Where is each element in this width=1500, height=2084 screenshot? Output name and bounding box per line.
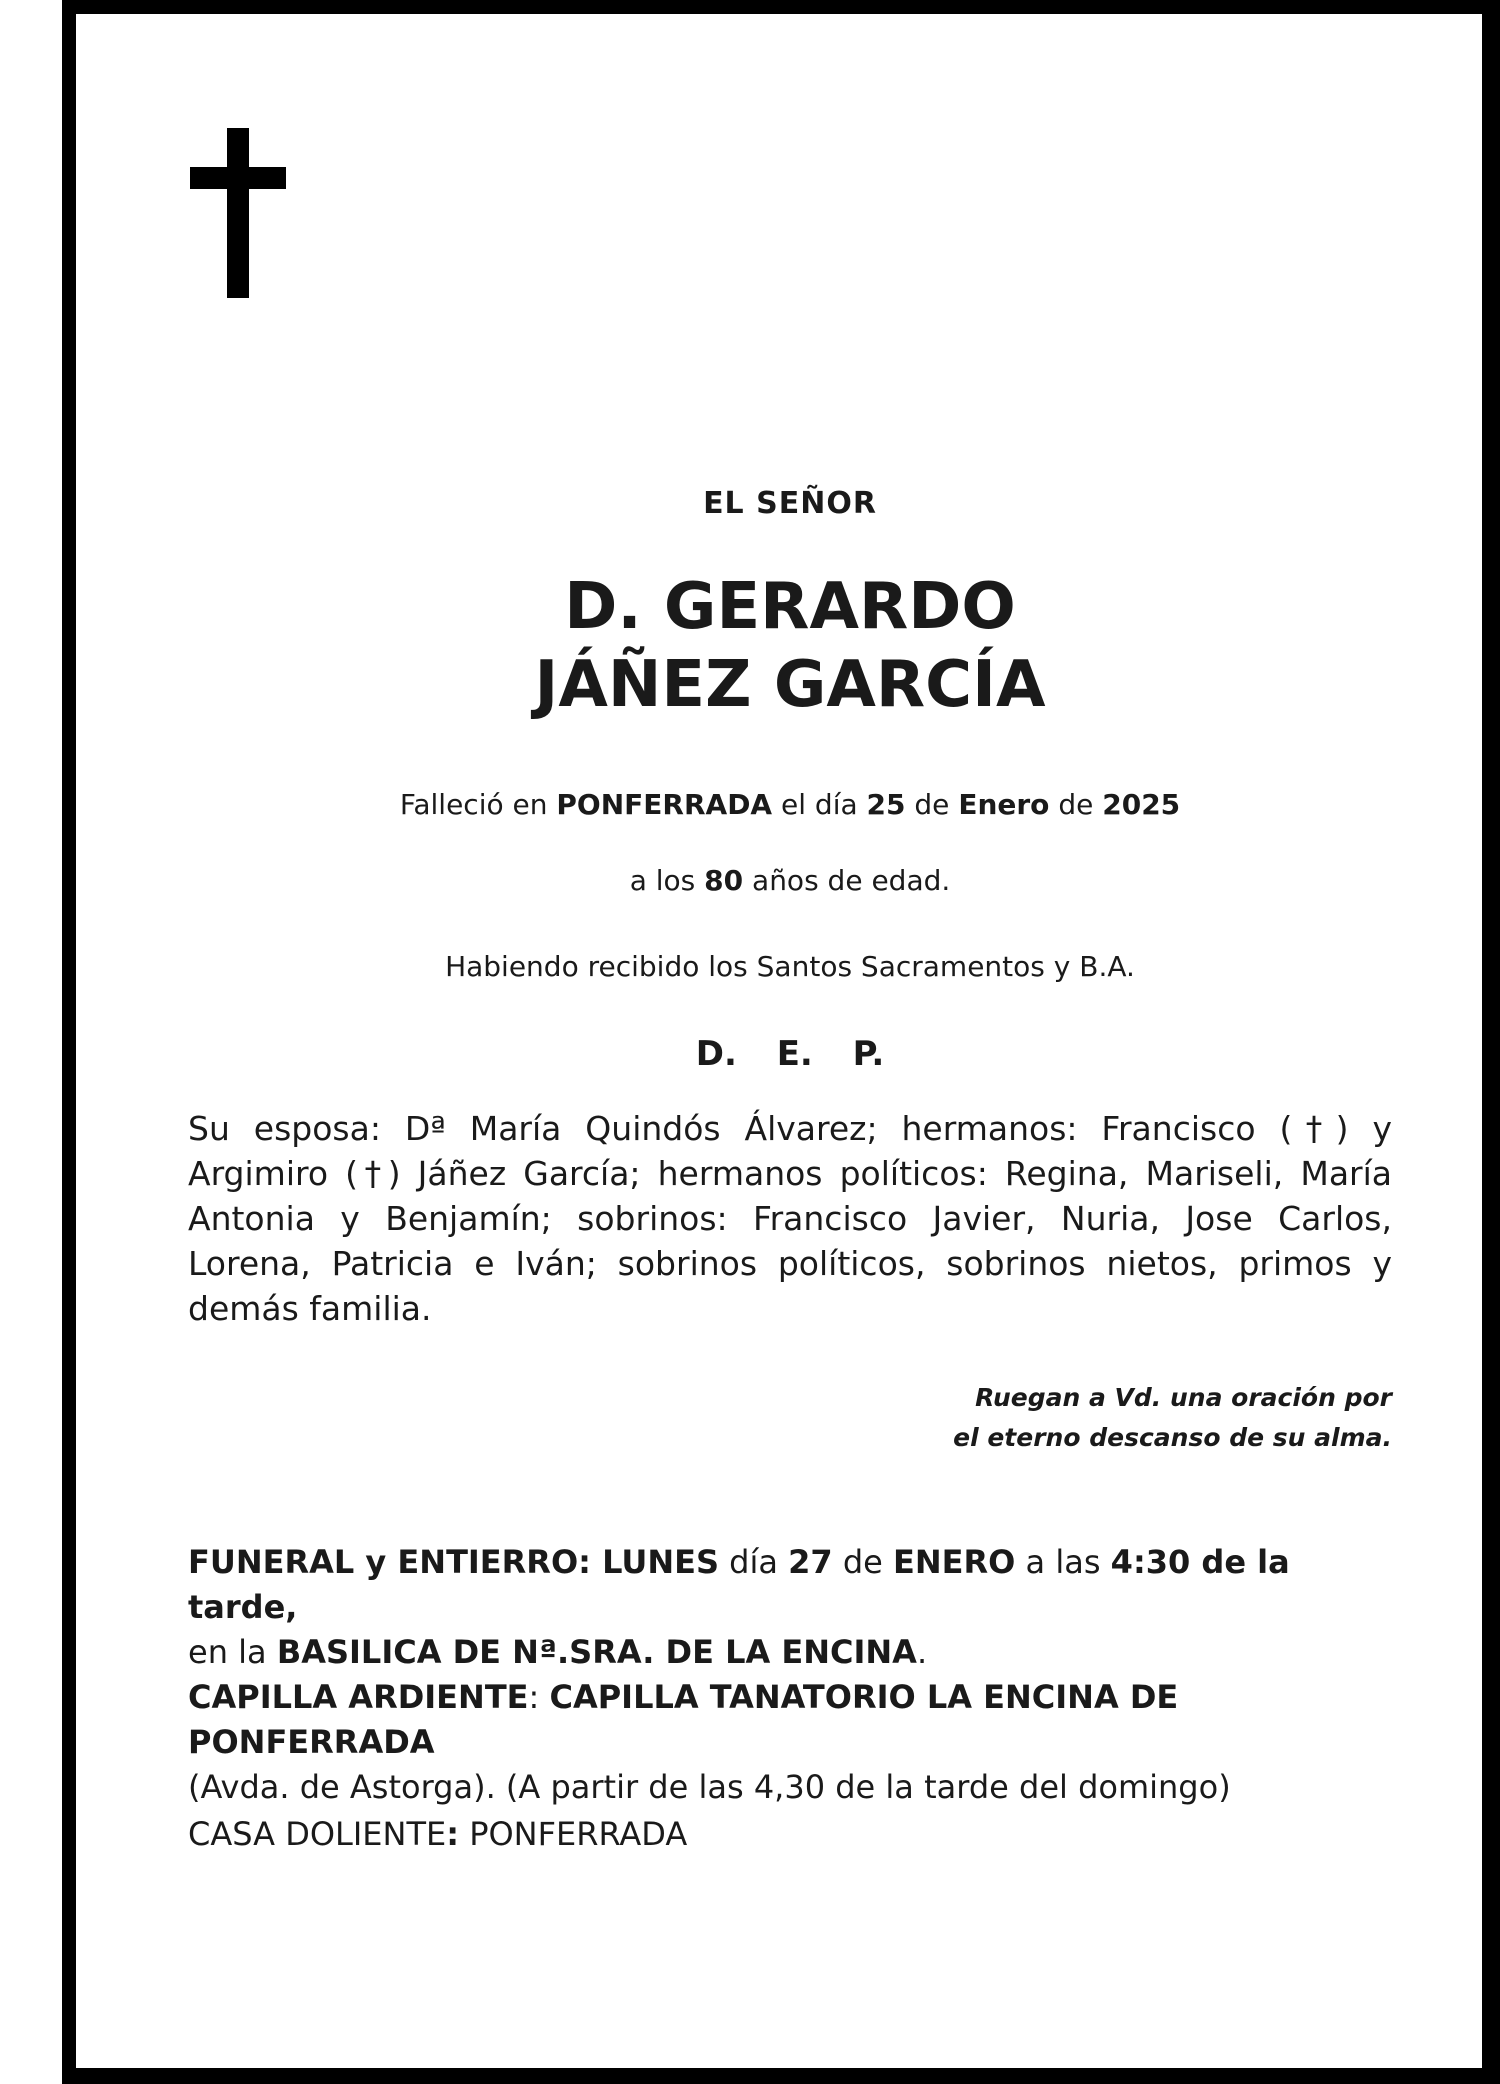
capilla-colon: : xyxy=(528,1678,550,1716)
funeral-text-5: . xyxy=(916,1633,928,1671)
name-line-2: JÁÑEZ GARCÍA xyxy=(534,648,1046,722)
death-text-4: de xyxy=(1049,788,1103,821)
casa-place: PONFERRADA xyxy=(459,1815,688,1853)
funeral-time: 4:30 de la tarde, xyxy=(188,1543,1290,1626)
casa-info xyxy=(188,1812,1408,1857)
deceased-name xyxy=(186,568,1394,724)
capilla-place: CAPILLA TANATORIO LA ENCINA DE PONFERRADA xyxy=(188,1678,1179,1761)
death-text-2: el día xyxy=(772,788,867,821)
funeral-info xyxy=(188,1540,1408,1675)
age-text-2: años de edad. xyxy=(752,864,951,897)
funeral-text-4: en la xyxy=(188,1633,277,1671)
death-place: PONFERRADA xyxy=(556,788,773,821)
family-paragraph: Su esposa: Dª María Quindós Álvarez; hermanos: Francisco (†) y Argimiro (†) Jáñez García; hermanos políticos: Regina, Mariseli, María Antonia y Benjamín; sobrinos: Francisco Javier, Nuria, Jose Carlos, Lorena, Patricia e Iván; sobrinos políticos, sobrinos nietos, primos y demás familia. xyxy=(188,1109,1392,1328)
cross-icon xyxy=(190,128,286,298)
age-line xyxy=(186,864,1394,897)
capilla-line-1 xyxy=(188,1675,1408,1765)
age-text-1: a los xyxy=(629,864,705,897)
funeral-month: ENERO xyxy=(893,1543,1016,1581)
title-prefix: EL SEÑOR xyxy=(703,486,877,521)
death-notice xyxy=(186,788,1394,821)
casa-colon: : xyxy=(446,1815,460,1853)
funeral-text-3: a las xyxy=(1015,1543,1111,1581)
dep-line: D. E. P. xyxy=(695,1034,885,1074)
funeral-text-1: día xyxy=(719,1543,789,1581)
death-day: 25 xyxy=(866,788,906,821)
death-month: Enero xyxy=(958,788,1050,821)
prayer-line-2: el eterno descanso de su alma. xyxy=(953,1423,1392,1452)
funeral-text-2: de xyxy=(832,1543,894,1581)
age-years: 80 xyxy=(704,864,744,897)
capilla-detail: (Avda. de Astorga). (A partir de las 4,30 de la tarde del domingo) xyxy=(188,1768,1231,1806)
sacraments-line: Habiendo recibido los Santos Sacramentos y B.A. xyxy=(445,950,1135,983)
funeral-label: FUNERAL y ENTIERRO: LUNES xyxy=(188,1543,719,1581)
death-year: 2025 xyxy=(1102,788,1181,821)
funeral-day: 27 xyxy=(788,1543,833,1581)
cross-horizontal-bar xyxy=(190,167,286,189)
funeral-place: BASILICA DE Nª.SRA. DE LA ENCINA xyxy=(276,1633,917,1671)
death-text-3: de xyxy=(905,788,959,821)
name-line-1: D. GERARDO xyxy=(564,570,1016,644)
funeral-line-2 xyxy=(188,1630,1408,1675)
death-text-1: Falleció en xyxy=(399,788,557,821)
capilla-label: CAPILLA ARDIENTE xyxy=(188,1678,529,1716)
casa-label: CASA DOLIENTE xyxy=(188,1815,447,1853)
prayer-line-1: Ruegan a Vd. una oración por xyxy=(975,1383,1392,1412)
funeral-line-1 xyxy=(188,1540,1408,1630)
cross-vertical-bar xyxy=(227,128,249,298)
capilla-info xyxy=(188,1675,1408,1810)
prayer-text xyxy=(592,1378,1392,1458)
